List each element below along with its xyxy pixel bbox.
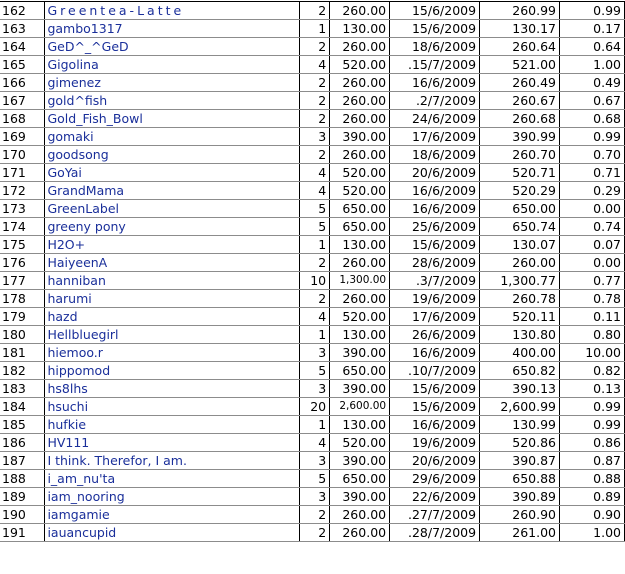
table-row[interactable] [0, 434, 625, 452]
date-cell[interactable]: .15/7/2009 [390, 56, 480, 74]
row-number-cell[interactable]: 166 [0, 74, 45, 92]
quantity-cell[interactable]: 2 [300, 92, 330, 110]
quantity-cell[interactable]: 2 [300, 74, 330, 92]
row-number-cell[interactable]: 189 [0, 488, 45, 506]
difference-cell[interactable]: 0.80 [560, 326, 625, 344]
username-cell[interactable]: HV111 [45, 434, 300, 452]
table-row[interactable] [0, 74, 625, 92]
quantity-cell[interactable]: 2 [300, 506, 330, 524]
total-cell[interactable]: 2,600.99 [480, 398, 560, 416]
difference-cell[interactable]: 0.87 [560, 452, 625, 470]
difference-cell[interactable]: 10.00 [560, 344, 625, 362]
amount-cell[interactable]: 650.00 [330, 200, 390, 218]
quantity-cell[interactable]: 5 [300, 470, 330, 488]
total-cell[interactable]: 260.99 [480, 2, 560, 20]
amount-cell[interactable]: 260.00 [330, 110, 390, 128]
total-cell[interactable]: 260.70 [480, 146, 560, 164]
difference-cell[interactable]: 0.71 [560, 164, 625, 182]
quantity-cell[interactable]: 10 [300, 272, 330, 290]
date-cell[interactable]: 16/6/2009 [390, 416, 480, 434]
row-number-cell[interactable]: 180 [0, 326, 45, 344]
username-cell[interactable]: I think. Therefor, I am. [45, 452, 300, 470]
row-number-cell[interactable]: 162 [0, 2, 45, 20]
table-row[interactable] [0, 254, 625, 272]
table-row[interactable] [0, 470, 625, 488]
quantity-cell[interactable]: 1 [300, 20, 330, 38]
date-cell[interactable]: 24/6/2009 [390, 110, 480, 128]
total-cell[interactable]: 130.07 [480, 236, 560, 254]
quantity-cell[interactable]: 5 [300, 200, 330, 218]
quantity-cell[interactable]: 2 [300, 110, 330, 128]
difference-cell[interactable]: 0.74 [560, 218, 625, 236]
difference-cell[interactable]: 0.78 [560, 290, 625, 308]
date-cell[interactable]: 25/6/2009 [390, 218, 480, 236]
amount-cell[interactable]: 390.00 [330, 488, 390, 506]
username-cell[interactable]: hanniban [45, 272, 300, 290]
row-number-cell[interactable]: 167 [0, 92, 45, 110]
username-cell[interactable]: gimenez [45, 74, 300, 92]
quantity-cell[interactable]: 3 [300, 488, 330, 506]
difference-cell[interactable]: 0.49 [560, 74, 625, 92]
difference-cell[interactable]: 0.13 [560, 380, 625, 398]
amount-cell[interactable]: 260.00 [330, 254, 390, 272]
date-cell[interactable]: 19/6/2009 [390, 434, 480, 452]
row-number-cell[interactable]: 176 [0, 254, 45, 272]
total-cell[interactable]: 1,300.77 [480, 272, 560, 290]
total-cell[interactable]: 260.68 [480, 110, 560, 128]
difference-cell[interactable]: 0.67 [560, 92, 625, 110]
table-row[interactable] [0, 128, 625, 146]
username-cell[interactable]: hazd [45, 308, 300, 326]
total-cell[interactable]: 390.87 [480, 452, 560, 470]
row-number-cell[interactable]: 185 [0, 416, 45, 434]
row-number-cell[interactable]: 182 [0, 362, 45, 380]
row-number-cell[interactable]: 164 [0, 38, 45, 56]
username-cell[interactable]: hiemoo.r [45, 344, 300, 362]
row-number-cell[interactable]: 179 [0, 308, 45, 326]
table-row[interactable] [0, 110, 625, 128]
total-cell[interactable]: 260.00 [480, 254, 560, 272]
total-cell[interactable]: 261.00 [480, 524, 560, 542]
date-cell[interactable]: 22/6/2009 [390, 488, 480, 506]
quantity-cell[interactable]: 1 [300, 416, 330, 434]
difference-cell[interactable]: 1.00 [560, 524, 625, 542]
quantity-cell[interactable]: 4 [300, 434, 330, 452]
username-cell[interactable]: GeD^_^GeD [45, 38, 300, 56]
difference-cell[interactable]: 0.68 [560, 110, 625, 128]
table-row[interactable] [0, 452, 625, 470]
table-row[interactable] [0, 524, 625, 542]
total-cell[interactable]: 130.99 [480, 416, 560, 434]
table-row[interactable] [0, 488, 625, 506]
quantity-cell[interactable]: 3 [300, 380, 330, 398]
table-row[interactable] [0, 362, 625, 380]
total-cell[interactable]: 260.67 [480, 92, 560, 110]
total-cell[interactable]: 260.90 [480, 506, 560, 524]
row-number-cell[interactable]: 173 [0, 200, 45, 218]
difference-cell[interactable]: 0.64 [560, 38, 625, 56]
table-row[interactable] [0, 380, 625, 398]
total-cell[interactable]: 400.00 [480, 344, 560, 362]
username-cell[interactable]: HaiyeenA [45, 254, 300, 272]
amount-cell[interactable]: 520.00 [330, 164, 390, 182]
difference-cell[interactable]: 0.70 [560, 146, 625, 164]
amount-cell[interactable]: 1,300.00 [330, 272, 390, 290]
username-cell[interactable]: hippomod [45, 362, 300, 380]
row-number-cell[interactable]: 186 [0, 434, 45, 452]
quantity-cell[interactable]: 1 [300, 326, 330, 344]
total-cell[interactable]: 260.64 [480, 38, 560, 56]
amount-cell[interactable]: 130.00 [330, 326, 390, 344]
row-number-cell[interactable]: 169 [0, 128, 45, 146]
total-cell[interactable]: 650.74 [480, 218, 560, 236]
date-cell[interactable]: .27/7/2009 [390, 506, 480, 524]
row-number-cell[interactable]: 188 [0, 470, 45, 488]
date-cell[interactable]: 20/6/2009 [390, 164, 480, 182]
date-cell[interactable]: 19/6/2009 [390, 290, 480, 308]
username-cell[interactable]: GoYai [45, 164, 300, 182]
username-cell[interactable]: hsuchi [45, 398, 300, 416]
table-row[interactable] [0, 218, 625, 236]
quantity-cell[interactable]: 2 [300, 290, 330, 308]
row-number-cell[interactable]: 177 [0, 272, 45, 290]
username-cell[interactable]: H2O+ [45, 236, 300, 254]
row-number-cell[interactable]: 178 [0, 290, 45, 308]
total-cell[interactable]: 650.82 [480, 362, 560, 380]
quantity-cell[interactable]: 5 [300, 218, 330, 236]
total-cell[interactable]: 390.89 [480, 488, 560, 506]
amount-cell[interactable]: 130.00 [330, 236, 390, 254]
quantity-cell[interactable]: 20 [300, 398, 330, 416]
amount-cell[interactable]: 650.00 [330, 470, 390, 488]
date-cell[interactable]: 18/6/2009 [390, 146, 480, 164]
date-cell[interactable]: 16/6/2009 [390, 182, 480, 200]
date-cell[interactable]: 15/6/2009 [390, 236, 480, 254]
quantity-cell[interactable]: 3 [300, 452, 330, 470]
date-cell[interactable]: 16/6/2009 [390, 344, 480, 362]
username-cell[interactable]: GrandMama [45, 182, 300, 200]
table-row[interactable] [0, 56, 625, 74]
table-row[interactable] [0, 146, 625, 164]
date-cell[interactable]: 15/6/2009 [390, 20, 480, 38]
amount-cell[interactable]: 390.00 [330, 344, 390, 362]
difference-cell[interactable]: 0.17 [560, 20, 625, 38]
row-number-cell[interactable]: 172 [0, 182, 45, 200]
username-cell[interactable]: iauancupid [45, 524, 300, 542]
date-cell[interactable]: .3/7/2009 [390, 272, 480, 290]
total-cell[interactable]: 130.80 [480, 326, 560, 344]
total-cell[interactable]: 390.13 [480, 380, 560, 398]
quantity-cell[interactable]: 2 [300, 254, 330, 272]
row-number-cell[interactable]: 187 [0, 452, 45, 470]
difference-cell[interactable]: 0.07 [560, 236, 625, 254]
table-row[interactable] [0, 308, 625, 326]
total-cell[interactable]: 650.88 [480, 470, 560, 488]
quantity-cell[interactable]: 4 [300, 308, 330, 326]
total-cell[interactable]: 520.71 [480, 164, 560, 182]
orders-table [0, 1, 625, 542]
difference-cell[interactable]: 0.82 [560, 362, 625, 380]
row-number-cell[interactable]: 174 [0, 218, 45, 236]
amount-cell[interactable]: 520.00 [330, 434, 390, 452]
date-cell[interactable]: 20/6/2009 [390, 452, 480, 470]
username-cell[interactable]: i_am_nu'ta [45, 470, 300, 488]
username-cell[interactable]: gold^fish [45, 92, 300, 110]
difference-cell[interactable]: 0.11 [560, 308, 625, 326]
amount-cell[interactable]: 520.00 [330, 308, 390, 326]
quantity-cell[interactable]: 3 [300, 344, 330, 362]
difference-cell[interactable]: 0.86 [560, 434, 625, 452]
username-cell[interactable]: iamgamie [45, 506, 300, 524]
date-cell[interactable]: 16/6/2009 [390, 74, 480, 92]
date-cell[interactable]: 28/6/2009 [390, 254, 480, 272]
table-row[interactable] [0, 290, 625, 308]
total-cell[interactable]: 520.29 [480, 182, 560, 200]
date-cell[interactable]: 17/6/2009 [390, 128, 480, 146]
difference-cell[interactable]: 0.00 [560, 200, 625, 218]
amount-cell[interactable]: 260.00 [330, 92, 390, 110]
total-cell[interactable]: 390.99 [480, 128, 560, 146]
table-row[interactable] [0, 236, 625, 254]
difference-cell[interactable]: 0.89 [560, 488, 625, 506]
difference-cell[interactable]: 0.90 [560, 506, 625, 524]
table-row[interactable] [0, 272, 625, 290]
table-row[interactable] [0, 200, 625, 218]
row-number-cell[interactable]: 170 [0, 146, 45, 164]
quantity-cell[interactable]: 3 [300, 128, 330, 146]
amount-cell[interactable]: 390.00 [330, 380, 390, 398]
table-row[interactable] [0, 2, 625, 20]
difference-cell[interactable]: 0.00 [560, 254, 625, 272]
amount-cell[interactable]: 260.00 [330, 2, 390, 20]
quantity-cell[interactable]: 4 [300, 56, 330, 74]
row-number-cell[interactable]: 163 [0, 20, 45, 38]
difference-cell[interactable]: 0.29 [560, 182, 625, 200]
total-cell[interactable]: 521.00 [480, 56, 560, 74]
row-number-cell[interactable]: 181 [0, 344, 45, 362]
total-cell[interactable]: 520.11 [480, 308, 560, 326]
amount-cell[interactable]: 130.00 [330, 20, 390, 38]
table-row[interactable] [0, 182, 625, 200]
row-number-cell[interactable]: 191 [0, 524, 45, 542]
date-cell[interactable]: .10/7/2009 [390, 362, 480, 380]
username-cell[interactable]: harumi [45, 290, 300, 308]
amount-cell[interactable]: 130.00 [330, 416, 390, 434]
row-number-cell[interactable]: 175 [0, 236, 45, 254]
date-cell[interactable]: 15/6/2009 [390, 398, 480, 416]
total-cell[interactable]: 130.17 [480, 20, 560, 38]
date-cell[interactable]: 17/6/2009 [390, 308, 480, 326]
row-number-cell[interactable]: 171 [0, 164, 45, 182]
difference-cell[interactable]: 0.99 [560, 2, 625, 20]
amount-cell[interactable]: 260.00 [330, 290, 390, 308]
username-cell[interactable]: Hellbluegirl [45, 326, 300, 344]
quantity-cell[interactable]: 4 [300, 182, 330, 200]
quantity-cell[interactable]: 4 [300, 164, 330, 182]
difference-cell[interactable]: 0.99 [560, 398, 625, 416]
amount-cell[interactable]: 520.00 [330, 56, 390, 74]
row-number-cell[interactable]: 184 [0, 398, 45, 416]
table-row[interactable] [0, 344, 625, 362]
difference-cell[interactable]: 0.99 [560, 416, 625, 434]
amount-cell[interactable]: 2,600.00 [330, 398, 390, 416]
username-cell[interactable]: Gigolina [45, 56, 300, 74]
total-cell[interactable]: 520.86 [480, 434, 560, 452]
quantity-cell[interactable]: 2 [300, 524, 330, 542]
table-row[interactable] [0, 398, 625, 416]
total-cell[interactable]: 260.49 [480, 74, 560, 92]
date-cell[interactable]: 18/6/2009 [390, 38, 480, 56]
date-cell[interactable]: 26/6/2009 [390, 326, 480, 344]
amount-cell[interactable]: 260.00 [330, 146, 390, 164]
amount-cell[interactable]: 520.00 [330, 182, 390, 200]
username-cell[interactable]: iam_nooring [45, 488, 300, 506]
table-row[interactable] [0, 20, 625, 38]
total-cell[interactable]: 650.00 [480, 200, 560, 218]
row-number-cell[interactable]: 183 [0, 380, 45, 398]
date-cell[interactable]: .2/7/2009 [390, 92, 480, 110]
date-cell[interactable]: 15/6/2009 [390, 2, 480, 20]
table-row[interactable] [0, 164, 625, 182]
username-cell[interactable]: hs8lhs [45, 380, 300, 398]
table-row[interactable] [0, 506, 625, 524]
username-cell[interactable]: greeny pony [45, 218, 300, 236]
username-cell[interactable]: GreenLabel [45, 200, 300, 218]
amount-cell[interactable]: 260.00 [330, 38, 390, 56]
table-row[interactable] [0, 92, 625, 110]
date-cell[interactable]: .28/7/2009 [390, 524, 480, 542]
username-cell[interactable]: gomaki [45, 128, 300, 146]
amount-cell[interactable]: 260.00 [330, 506, 390, 524]
amount-cell[interactable]: 390.00 [330, 452, 390, 470]
table-body [0, 2, 625, 542]
username-cell[interactable]: goodsong [45, 146, 300, 164]
table-row[interactable] [0, 326, 625, 344]
date-cell[interactable]: 29/6/2009 [390, 470, 480, 488]
row-number-cell[interactable]: 168 [0, 110, 45, 128]
amount-cell[interactable]: 260.00 [330, 74, 390, 92]
total-cell[interactable]: 260.78 [480, 290, 560, 308]
row-number-cell[interactable]: 190 [0, 506, 45, 524]
amount-cell[interactable]: 650.00 [330, 218, 390, 236]
username-cell[interactable]: Gold_Fish_Bowl [45, 110, 300, 128]
username-cell[interactable]: Greentea-Latte [45, 2, 300, 20]
username-cell[interactable]: hufkie [45, 416, 300, 434]
table-row[interactable] [0, 38, 625, 56]
table-row[interactable] [0, 416, 625, 434]
quantity-cell[interactable]: 2 [300, 38, 330, 56]
difference-cell[interactable]: 0.99 [560, 128, 625, 146]
amount-cell[interactable]: 650.00 [330, 362, 390, 380]
date-cell[interactable]: 16/6/2009 [390, 200, 480, 218]
amount-cell[interactable]: 390.00 [330, 128, 390, 146]
quantity-cell[interactable]: 1 [300, 236, 330, 254]
date-cell[interactable]: 15/6/2009 [390, 380, 480, 398]
amount-cell[interactable]: 260.00 [330, 524, 390, 542]
quantity-cell[interactable]: 5 [300, 362, 330, 380]
difference-cell[interactable]: 0.88 [560, 470, 625, 488]
quantity-cell[interactable]: 2 [300, 146, 330, 164]
row-number-cell[interactable]: 165 [0, 56, 45, 74]
difference-cell[interactable]: 1.00 [560, 56, 625, 74]
username-cell[interactable]: gambo1317 [45, 20, 300, 38]
quantity-cell[interactable]: 2 [300, 2, 330, 20]
difference-cell[interactable]: 0.77 [560, 272, 625, 290]
